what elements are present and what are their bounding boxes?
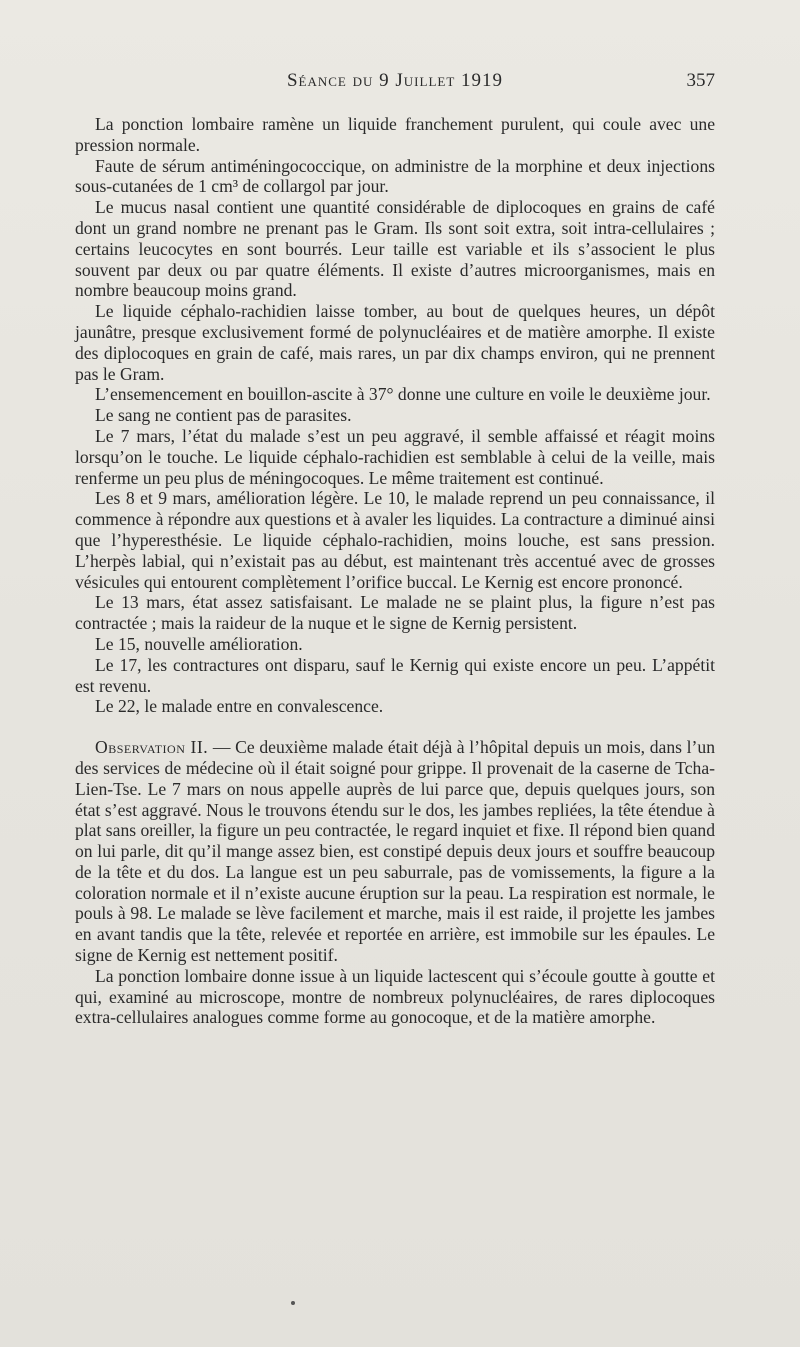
running-head: Séance du 9 Juillet 1919: [286, 70, 504, 91]
page-number: 357: [686, 70, 715, 91]
paragraph: Le 17, les contractures ont disparu, sauf le Kernig qui existe encore un peu. L’appétit est revenu.: [75, 654, 715, 696]
paragraph: Le 7 mars, l’état du malade s’est un peu aggravé, il semble affaissé et réagit moins lorsqu’on le touche. Le liquide céphalo-rachidien est semblable à celui de la veille, mais renferme un peu plus de méningocoques. Le même traitement est continué.: [75, 425, 715, 488]
observation-text: — Ce deuxième malade était déjà à l’hôpital depuis un mois, dans l’un des services de médecine où il était soigné pour grippe. Il provenait de la caserne de Tcha-Lien-Tse. Le 7 mars on nous appelle auprès de lui parce que, depuis quelques jours, son état s’est aggravé. Nous le trouvons étendu sur le dos, les jambes repliées, la tête étendue à plat sans oreiller, la figure un peu contractée, le regard inquiet et fixe. Il répond bien quand on lui parle, dit qu’il mange assez bien, est constipé depuis deux jours et souffre beaucoup de la tête et du dos. La langue est un peu saburrale, pas de vomissements, la figure a la coloration normale et il n’existe aucune éruption sur la peau. La respiration est normale, le pouls à 98. Le malade se lève facilement et marche, mais il est raide, il projette les jambes en avant tandis que la tête, relevée et reportée en arrière, est immobile sur les épaules. Le signe de Kernig est nettement positif.: [75, 737, 715, 966]
paragraph: Le liquide céphalo-rachidien laisse tomber, au bout de quelques heures, un dépôt jaunâtre, presque exclusivement formé de polynucléaires et de matière amorphe. Il existe des diplocoques en grain de café, mais rares, un par dix champs environ, qui ne prennent pas le Gram.: [75, 301, 715, 384]
paragraph: Le 15, nouvelle amélioration.: [95, 633, 303, 654]
paragraph: Le sang ne contient pas de parasites.: [95, 405, 352, 426]
paragraph: Les 8 et 9 mars, amélioration légère. Le 10, le malade reprend un peu connaissance, il commence à répondre aux questions et à avaler les liquides. La contracture a diminué ainsi que l’hyperesthésie. Le liquide céphalo-rachidien, moins louche, est sans pression. L’herpès labial, qui n’existait pas au début, est maintenant très accentué avec de grosses vésicules qui entourent complètement l’orifice buccal. Le Kernig est encore prononcé.: [75, 488, 715, 592]
paragraph: Le 13 mars, état assez satisfaisant. Le malade ne se plaint plus, la figure n’est pas contractée ; mais la raideur de la nuque et le signe de Kernig persistent.: [75, 592, 715, 634]
print-speck: [291, 1301, 295, 1305]
paragraph: La ponction lombaire donne issue à un liquide lactescent qui s’écoule goutte à goutte et qui, examiné au microscope, montre de nombreux polynucléaires, de rares diplocoques extra-cellulaires analogues comme forme au gonocoque, et de la matière amorphe.: [75, 965, 715, 1028]
paragraph: Faute de sérum antiméningococcique, on administre de la morphine et deux injections sous-cutanées de 1 cm³ de collargol par jour.: [75, 155, 715, 197]
page-header: [75, 70, 715, 98]
paragraph: L’ensemencement en bouillon-ascite à 37° donne une culture en voile le deuxième jour.: [95, 384, 711, 405]
body-text: [75, 114, 715, 1028]
paragraph: La ponction lombaire ramène un liquide franchement purulent, qui coule avec une pression normale.: [75, 114, 715, 155]
observation-label: Observation II.: [95, 737, 209, 758]
observation-paragraph: [75, 737, 715, 966]
paragraph: Le mucus nasal contient une quantité considérable de diplocoques en grains de café dont un grand nombre ne prenant pas le Gram. Ils sont soit extra, soit intra-cellulaires ; certains leucocytes en sont bourrés. Leur taille est variable et ils s’associent le plus souvent par deux ou par quatre éléments. Il existe d’autres microorganismes, mais en nombre beaucoup moins grand.: [75, 197, 715, 301]
paragraph: Le 22, le malade entre en convalescence.: [95, 696, 384, 717]
